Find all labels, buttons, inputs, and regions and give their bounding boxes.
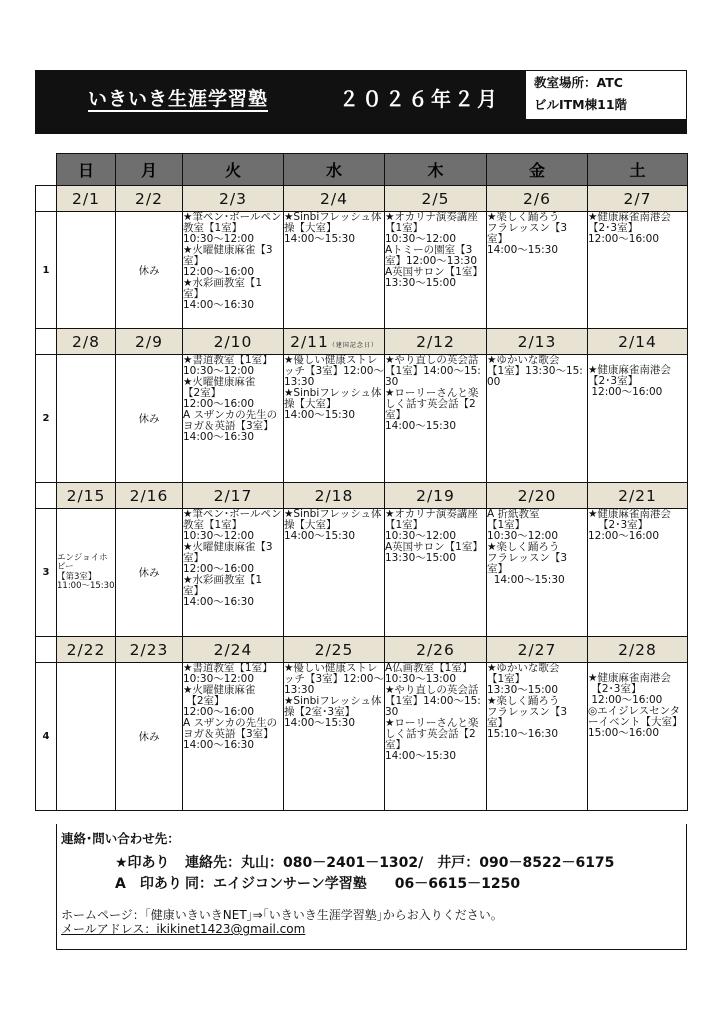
event-text: ★筆ペン･ボールペン教室【1室】 10:30～12:00 ★火曜健康麻雀【3室】 12:00～16:00 ★水彩画教室【1室】 14:00～16:30 — [183, 508, 282, 608]
event-cell-sun — [57, 355, 116, 483]
date-cell: 2/4 — [284, 186, 385, 212]
event-cell-thu — [385, 212, 487, 329]
event-cell-fri — [487, 509, 588, 637]
event-text: ★健康麻雀南港会 【2･3室】 12:00～16:00 — [588, 364, 671, 398]
week-label: 1 — [36, 212, 57, 329]
star-contact-text: 連絡先：丸山：080－2401－1302/ 井戸：090－8522－6175 — [185, 855, 615, 871]
closed-cell: 休み — [116, 355, 183, 483]
page-title: いきいき生涯学習塾 — [88, 88, 269, 110]
date-row-blank — [36, 483, 57, 509]
event-text: ★Sinbiフレッシュ体操【2室･3室】 14:00～15:30 — [284, 695, 382, 729]
contact-footer — [56, 824, 687, 950]
date-row-blank — [36, 329, 57, 355]
date-cell: 2/23 — [116, 637, 183, 663]
event-cell-sat — [588, 355, 688, 483]
event-text: A 折紙教室 【1室】 10:30～12:00 — [487, 508, 559, 542]
date-cell — [284, 329, 385, 355]
event-cell-thu — [385, 663, 487, 811]
date-cell: 2/3 — [183, 186, 284, 212]
event-cell-fri — [487, 355, 588, 483]
event-text: ★ゆかいな歌会 【1室】13:30～15:00 — [487, 354, 583, 388]
date-cell: 2/7 — [588, 186, 688, 212]
event-text: ★楽しく踊ろう フラレッスン【3室】 14:00～15:30 — [487, 541, 568, 586]
events-row-week2 — [36, 355, 688, 483]
email-link[interactable]: メールアドレス：ikikinet1423@gmail.com — [61, 922, 306, 936]
date-cell: 2/17 — [183, 483, 284, 509]
date-cell: 2/24 — [183, 637, 284, 663]
event-text: ◎エイジレスセンターイベント【大室】 15:00～16:00 — [588, 705, 683, 739]
event-text: ★オカリナ演奏講座【1室】 10:30～12:00 Aトミーの園室【3室】12:00～13:30 A英国サロン【1室】 13:30～15:00 — [385, 211, 483, 289]
events-row-week1 — [36, 212, 688, 329]
date-cell: 2/13 — [487, 329, 588, 355]
star-mark-label: ★印あり — [115, 855, 170, 871]
date-cell: 2/21 — [588, 483, 688, 509]
closed-cell: 休み — [116, 212, 183, 329]
event-cell-fri — [487, 212, 588, 329]
date-row-week1 — [36, 186, 688, 212]
event-cell-fri — [487, 663, 588, 811]
date-cell: 2/1 — [57, 186, 116, 212]
event-cell-tue — [183, 212, 284, 329]
event-text: A英国サロン【1室】 13:30～15:00 — [385, 541, 483, 564]
a-contact-text: 同：エイジコンサーン学習塾 06－6615－1250 — [185, 876, 521, 892]
homepage-note: ホームページ：｢健康いきいきNET｣⇒｢いきいき生涯学習塾｣からお入りください。 — [61, 908, 503, 922]
date-cell: 2/10 — [183, 329, 284, 355]
date-cell: 2/12 — [385, 329, 487, 355]
event-text: ★Sinbiフレッシュ体操【大室】 14:00～15:30 — [284, 508, 382, 542]
event-cell-tue — [183, 355, 284, 483]
date-row-week4 — [36, 637, 688, 663]
event-cell-sun — [57, 212, 116, 329]
weekday-header-row — [36, 154, 688, 186]
date-cell: 2/9 — [116, 329, 183, 355]
date-cell: 2/6 — [487, 186, 588, 212]
event-text: ★楽しく踊ろう フラレッスン【3室】 15:10～16:30 — [487, 695, 568, 740]
event-text: ★Sinbiフレッシュ体操【大室】 14:00～15:30 — [284, 211, 382, 245]
event-text: ★火曜健康麻雀 【2室】 12:00～16:00 A スザンカの先生のヨガ＆英語【3室】 14:00～16:30 — [183, 684, 278, 751]
event-text: ★筆ペン･ボールペン教室【1室】 10:30～12:00 ★火曜健康麻雀【3室】 12:00～16:00 ★水彩画教室【1室】 14:00～16:30 — [183, 211, 282, 311]
date-cell: 2/27 — [487, 637, 588, 663]
date-row-blank — [36, 186, 57, 212]
week-label: 2 — [36, 355, 57, 483]
weekday-sat: 土 — [588, 154, 688, 186]
date-cell: 2/18 — [284, 483, 385, 509]
month-title: ２０２６年２月 — [339, 87, 500, 111]
weekday-wed: 水 — [284, 154, 385, 186]
event-cell-wed — [284, 212, 385, 329]
event-text: ★やり直しの英会話【1室】14:00～15:30 — [385, 354, 481, 388]
event-text: ★健康麻雀南港会 【2･3室】 12:00～16:00 — [588, 211, 671, 245]
a-contact-line — [115, 873, 520, 893]
event-cell-wed — [284, 509, 385, 637]
weekday-fri: 金 — [487, 154, 588, 186]
date-cell: 2/2 — [116, 186, 183, 212]
contact-heading: 連絡･問い合わせ先： — [61, 831, 180, 846]
date-cell: 2/28 — [588, 637, 688, 663]
location-line-2: ビルITM棟11階 — [534, 97, 628, 112]
event-cell-sat — [588, 663, 688, 811]
event-text: ★健康麻雀南港会 【2･3室】 12:00～16:00 — [588, 508, 671, 542]
events-row-week3 — [36, 509, 688, 637]
closed-cell: 休み — [116, 663, 183, 811]
date-cell: 2/5 — [385, 186, 487, 212]
date-cell: 2/14 — [588, 329, 688, 355]
date-row-week2 — [36, 329, 688, 355]
event-cell-tue — [183, 509, 284, 637]
event-cell-sun — [57, 509, 116, 637]
event-text: ★楽しく踊ろう フラレッスン【3室】 14:00～15:30 — [487, 211, 568, 256]
date-cell: 2/19 — [385, 483, 487, 509]
event-cell-thu — [385, 355, 487, 483]
event-text: ★Sinbiフレッシュ体操【大室】 14:00～15:30 — [284, 387, 382, 421]
events-row-week4 — [36, 663, 688, 811]
event-cell-sun — [57, 663, 116, 811]
event-text: ★ローリーさんと楽しく話す英会話【2室】 14:00～15:30 — [385, 717, 479, 762]
date-row-week3 — [36, 483, 688, 509]
event-text: ★ゆかいな歌会 【1室】 13:30～15:00 — [487, 662, 560, 696]
a-mark-label: A 印あり — [115, 876, 182, 892]
date-value: 2/11 — [290, 332, 329, 351]
holiday-note: （建国記念日） — [328, 341, 378, 349]
weekday-tue: 火 — [183, 154, 284, 186]
location-box — [525, 70, 687, 120]
weekday-thu: 木 — [385, 154, 487, 186]
event-text: ★書道教室【1室】 10:30～12:00 — [183, 662, 273, 685]
event-cell-tue — [183, 663, 284, 811]
date-cell: 2/25 — [284, 637, 385, 663]
date-cell: 2/8 — [57, 329, 116, 355]
event-cell-wed — [284, 663, 385, 811]
location-line-1: 教室場所：ATC — [534, 75, 623, 90]
event-text: エンジョイホビー 【第3室】 11:00～15:30 — [57, 552, 115, 591]
event-cell-sat — [588, 212, 688, 329]
event-text: A仏画教室【1室】 10:30～13:00 — [385, 662, 473, 685]
event-cell-wed — [284, 355, 385, 483]
event-text: ★健康麻雀南港会 【2･3室】 12:00～16:00 — [588, 672, 671, 706]
weekday-blank — [36, 154, 57, 186]
event-text: ★オカリナ演奏講座【1室】 10:30～12:00 — [385, 508, 478, 542]
closed-cell: 休み — [116, 509, 183, 637]
event-text: ★やり直しの英会話【1室】14:00～15:30 — [385, 684, 481, 718]
week-label: 4 — [36, 663, 57, 811]
date-cell: 2/20 — [487, 483, 588, 509]
date-cell: 2/15 — [57, 483, 116, 509]
calendar-table — [35, 153, 688, 811]
event-text: ★ローリーさんと楽しく話す英会話【2室】 14:00～15:30 — [385, 387, 479, 432]
week-label: 3 — [36, 509, 57, 637]
weekday-sun: 日 — [57, 154, 116, 186]
star-contact-line — [115, 852, 614, 872]
event-cell-sat — [588, 509, 688, 637]
event-cell-thu — [385, 509, 487, 637]
event-text: ★書道教室【1室】 10:30～12:00 ★火曜健康麻雀 【2室】 12:00～16:00 A スザンカの先生のヨガ＆英語【3室】 14:00～16:30 — [183, 354, 278, 443]
weekday-mon: 月 — [116, 154, 183, 186]
date-cell: 2/22 — [57, 637, 116, 663]
event-text: ★優しい健康ストレッチ【3室】12:00～13:30 — [284, 662, 384, 696]
date-row-blank — [36, 637, 57, 663]
date-cell: 2/16 — [116, 483, 183, 509]
date-cell: 2/26 — [385, 637, 487, 663]
event-text: ★優しい健康ストレッチ【3室】12:00～13:30 — [284, 354, 384, 388]
